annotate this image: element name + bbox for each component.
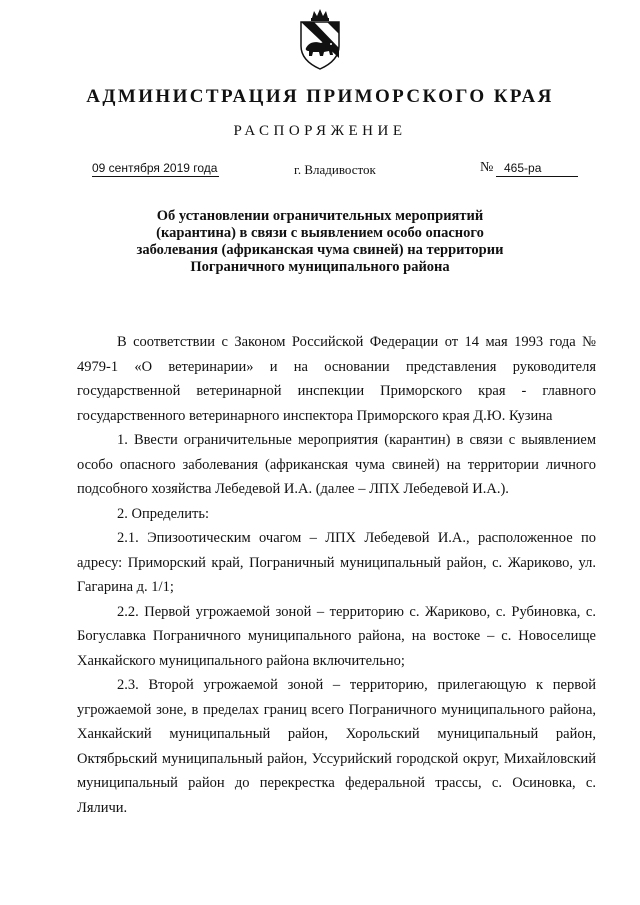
organization-name: АДМИНИСТРАЦИЯ ПРИМОРСКОГО КРАЯ — [86, 86, 554, 107]
document-date: 09 сентября 2019 года — [92, 161, 218, 175]
document-type: РАСПОРЯЖЕНИЕ — [233, 123, 407, 139]
preamble-paragraph: В соответствии с Законом Российской Федерации от 14 мая 1993 года № 4979-1 «О ветеринарии» и на основании представления руководителя государственной ветеринарной инспекции Приморского края - главного государственного ветеринарного инспектора Приморского края Д.Ю. Кузина — [77, 334, 596, 424]
document-city: г. Владивосток — [294, 162, 376, 177]
document-number: 465-ра — [496, 161, 578, 177]
clause-2-1-paragraph: 2.1. Эпизоотическим очагом – ЛПХ Лебедевой И.А., расположенное по адресу: Приморский край, Пограничный муниципальный район, с. Жариково, ул. Гагарина д. 1/1; — [77, 530, 596, 595]
coat-of-arms-emblem — [297, 8, 343, 70]
title-line: Пограничного муниципального района — [190, 259, 450, 275]
document-number-label: № — [480, 160, 494, 175]
document-title — [120, 208, 520, 276]
title-line: Об установлении ограничительных мероприятий — [156, 208, 484, 224]
document-body — [77, 330, 596, 820]
title-line: заболевания (африканская чума свиней) на территории — [136, 242, 504, 258]
clause-1-paragraph: 1. Ввести ограничительные мероприятия (карантин) в связи с выявлением особо опасного заболевания (африканская чума свиней) на территории личного подсобного хозяйства Лебедевой И.А. (далее – ЛПХ Лебедевой И.А.). — [77, 432, 596, 497]
clause-2-3-paragraph: 2.3. Второй угрожаемой зоной – территорию, прилегающую к первой угрожаемой зоне, в пределах границ всего Пограничного муниципального района, Ханкайский муниципальный район, Хорольский муниципальный район, Октябрьский муниципальный район, Уссурийский городской округ, Михайловский муниципальный район до перекрестка федеральной трассы, с. Осиновка, с. Ляличи. — [77, 677, 596, 816]
clause-2-paragraph: 2. Определить: — [117, 505, 210, 522]
clause-2-2-paragraph: 2.2. Первой угрожаемой зоной – территорию с. Жариково, с. Рубиновка, с. Богуславка Пограничного муниципального района, на востоке – с. Новоселище Ханкайского муниципального района включительно; — [77, 603, 596, 669]
title-line: (карантина) в связи с выявлением особо опасного — [156, 225, 484, 241]
